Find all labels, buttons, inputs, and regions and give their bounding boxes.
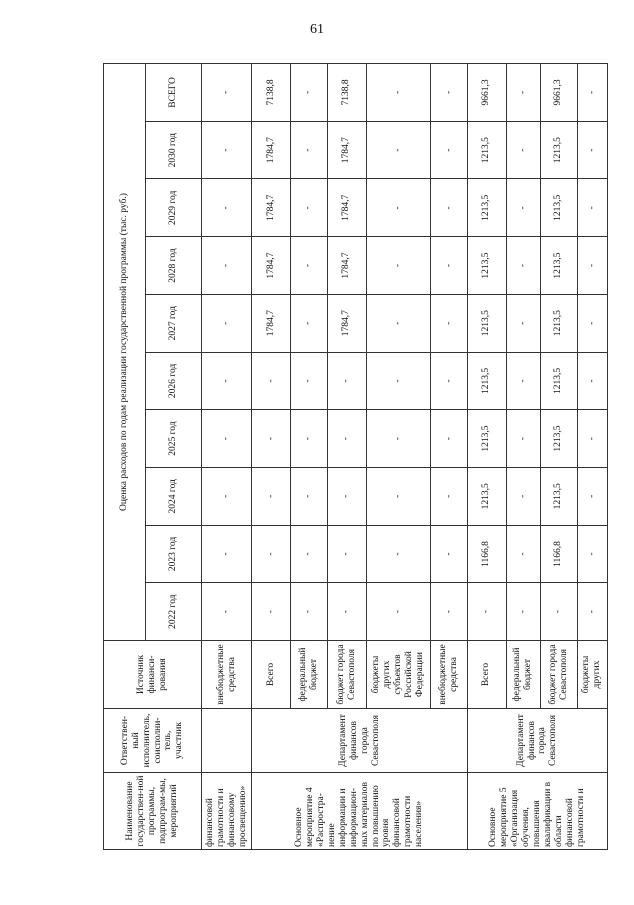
row-responsible-cell [202, 709, 252, 773]
table-body [202, 64, 608, 850]
year-value-cell: - [291, 583, 328, 641]
year-value-cell: - [366, 525, 431, 583]
header-responsible: Ответствен-ный исполнитель, соисполни-тель, участник [104, 709, 202, 773]
row-responsible-cell: Департамент финансов города Севастополя [467, 709, 607, 773]
year-value-cell: - [291, 352, 328, 410]
header-name: Наименование государствен-ной программы, подпрограм-мы, мероприятий [104, 773, 202, 850]
year-value-cell: 1213,5 [541, 410, 578, 468]
year-header: 2029 год [146, 179, 202, 237]
row-name-cell: Основное мероприятие 5 «Организация обучения, повышения квалификации в области финансовой грамотности и [467, 773, 607, 850]
year-value-cell: - [202, 583, 252, 641]
year-value-cell: - [431, 121, 468, 179]
year-value-cell: 1784,7 [252, 121, 291, 179]
total-value-cell: 9661,3 [541, 64, 578, 122]
total-value-cell: - [431, 64, 468, 122]
year-value-cell: - [431, 410, 468, 468]
year-value-cell: - [291, 467, 328, 525]
row-name-cell: Основное мероприятие 4 «Распростра-нение информации и информацион-ных материалов по повышению уровня финансовой грамотности населения» [252, 773, 468, 850]
header-source: Источник финанси-рования [104, 641, 202, 709]
year-value-cell: - [366, 294, 431, 352]
rotated-table-container [103, 63, 608, 850]
year-value-cell: - [506, 237, 540, 295]
year-value-cell: 1166,8 [467, 525, 506, 583]
year-value-cell: 1784,7 [327, 294, 366, 352]
year-value-cell: 1213,5 [467, 352, 506, 410]
year-value-cell: - [202, 352, 252, 410]
year-value-cell: - [506, 179, 540, 237]
total-value-cell: - [202, 64, 252, 122]
year-value-cell: 1784,7 [327, 121, 366, 179]
year-value-cell: - [202, 121, 252, 179]
table-row [202, 64, 252, 850]
year-value-cell: 1213,5 [541, 467, 578, 525]
year-value-cell: - [467, 583, 506, 641]
year-value-cell: - [577, 121, 607, 179]
year-value-cell: - [291, 179, 328, 237]
year-value-cell: - [327, 525, 366, 583]
year-value-cell: - [366, 467, 431, 525]
year-value-cell: 1213,5 [541, 179, 578, 237]
year-value-cell: - [431, 237, 468, 295]
year-value-cell: - [506, 467, 540, 525]
total-value-cell: 7138,8 [252, 64, 291, 122]
year-value-cell: 1213,5 [467, 179, 506, 237]
year-value-cell: - [252, 525, 291, 583]
year-value-cell: - [431, 467, 468, 525]
year-value-cell: 1784,7 [252, 237, 291, 295]
year-value-cell: 1213,5 [541, 237, 578, 295]
year-value-cell: - [577, 352, 607, 410]
table-row [252, 64, 291, 850]
year-value-cell: - [327, 352, 366, 410]
row-name-cell: финансовой грамотности и финансовому просвещению» [202, 773, 252, 850]
year-value-cell: - [366, 121, 431, 179]
row-source-cell: внебюджетные средства [431, 641, 468, 709]
row-source-cell: федеральный бюджет [506, 641, 540, 709]
year-header: 2022 год [146, 583, 202, 641]
year-value-cell: 1784,7 [327, 237, 366, 295]
year-value-cell: - [327, 583, 366, 641]
total-header: ВСЕГО [146, 64, 202, 122]
year-value-cell: 1213,5 [541, 352, 578, 410]
year-value-cell: - [291, 525, 328, 583]
page-number: 61 [310, 22, 324, 37]
year-value-cell: 1784,7 [252, 179, 291, 237]
year-value-cell: - [202, 467, 252, 525]
year-value-cell: 1213,5 [467, 121, 506, 179]
year-value-cell: - [202, 525, 252, 583]
total-value-cell: 7138,8 [327, 64, 366, 122]
year-value-cell: - [327, 467, 366, 525]
year-value-cell: - [577, 525, 607, 583]
row-source-cell: бюджет города Севастополя [541, 641, 578, 709]
year-value-cell: - [366, 410, 431, 468]
row-responsible-cell: Департамент финансов города Севастополя [252, 709, 468, 773]
year-value-cell: - [252, 410, 291, 468]
year-header: 2030 год [146, 121, 202, 179]
year-value-cell: - [577, 294, 607, 352]
year-value-cell: - [202, 410, 252, 468]
year-value-cell: - [577, 179, 607, 237]
year-value-cell: - [577, 237, 607, 295]
year-header: 2024 год [146, 467, 202, 525]
year-value-cell: - [506, 352, 540, 410]
year-value-cell: - [252, 352, 291, 410]
year-value-cell: - [252, 467, 291, 525]
row-source-cell: Всего [467, 641, 506, 709]
year-value-cell: - [202, 179, 252, 237]
total-value-cell: - [506, 64, 540, 122]
year-value-cell: - [366, 352, 431, 410]
year-value-cell: - [252, 583, 291, 641]
year-value-cell: - [291, 121, 328, 179]
year-value-cell: - [506, 410, 540, 468]
header-group-title: Оценка расходов по годам реализации государственной программы (тыс. руб.) [104, 64, 146, 641]
row-source-cell: внебюджетные средства [202, 641, 252, 709]
year-value-cell: - [366, 237, 431, 295]
year-value-cell: 1213,5 [541, 294, 578, 352]
year-value-cell: - [431, 525, 468, 583]
year-value-cell: 1784,7 [327, 179, 366, 237]
year-value-cell: - [327, 410, 366, 468]
year-value-cell: - [291, 237, 328, 295]
year-value-cell: 1213,5 [467, 410, 506, 468]
year-value-cell: - [431, 583, 468, 641]
year-value-cell: 1213,5 [467, 467, 506, 525]
year-value-cell: 1213,5 [467, 294, 506, 352]
year-value-cell: 1213,5 [467, 237, 506, 295]
total-value-cell: - [577, 64, 607, 122]
year-header: 2027 год [146, 294, 202, 352]
year-value-cell: 1213,5 [541, 121, 578, 179]
year-header: 2026 год [146, 352, 202, 410]
year-value-cell: - [577, 410, 607, 468]
total-value-cell: - [366, 64, 431, 122]
year-value-cell: - [366, 583, 431, 641]
year-value-cell: - [202, 294, 252, 352]
row-source-cell: бюджеты других субъектов Российской Федерации [366, 641, 431, 709]
year-value-cell: - [366, 179, 431, 237]
total-value-cell: - [291, 64, 328, 122]
year-value-cell: - [506, 121, 540, 179]
year-value-cell: - [291, 410, 328, 468]
year-header: 2025 год [146, 410, 202, 468]
row-source-cell: бюджет города Севастополя [327, 641, 366, 709]
year-value-cell: - [506, 583, 540, 641]
year-value-cell: - [577, 467, 607, 525]
year-value-cell: - [202, 237, 252, 295]
year-value-cell: - [541, 583, 578, 641]
year-value-cell: 1784,7 [252, 294, 291, 352]
total-value-cell: 9661,3 [467, 64, 506, 122]
year-value-cell: - [506, 294, 540, 352]
year-header: 2028 год [146, 237, 202, 295]
table-row [467, 64, 506, 850]
year-value-cell: - [291, 294, 328, 352]
row-source-cell: федеральный бюджет [291, 641, 328, 709]
year-value-cell: - [506, 525, 540, 583]
year-value-cell: - [431, 179, 468, 237]
budget-table [103, 63, 608, 850]
year-value-cell: - [431, 294, 468, 352]
year-value-cell: - [431, 352, 468, 410]
row-source-cell: Всего [252, 641, 291, 709]
row-source-cell: бюджеты других [577, 641, 607, 709]
year-header: 2023 год [146, 525, 202, 583]
year-value-cell: 1166,8 [541, 525, 578, 583]
year-value-cell: - [577, 583, 607, 641]
